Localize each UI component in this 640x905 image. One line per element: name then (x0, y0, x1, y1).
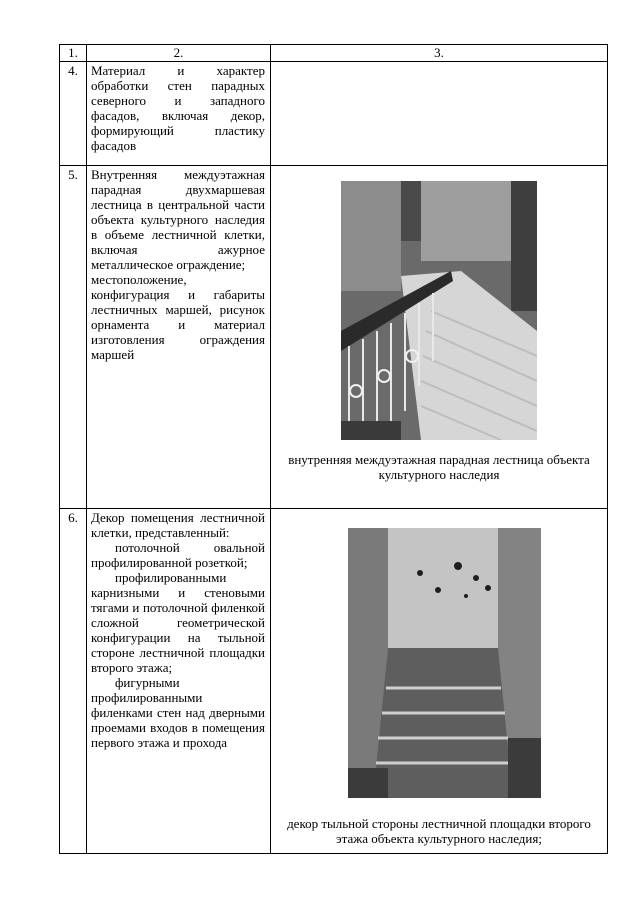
landing-decor-photo (348, 528, 541, 798)
row-description: Декор помещения лестничной клетки, представленный: потолочной овальной профилированной розеткой; профилированными карнизными и стеновыми тягами и потолочной филенкой сложной геометрической конфигурации на тыльной стороне лестничной площадки второго этажа; фигурными профилированными филенками стен над дверными проемами входов в помещения первого этажа и прохода (91, 510, 265, 750)
heritage-elements-table (59, 44, 608, 854)
row-number: 6. (68, 510, 78, 525)
landing-decor-photo-graphic (348, 528, 541, 798)
header-col-2: 2. (87, 45, 271, 62)
header-col-1: 1. (60, 45, 87, 62)
row-description: Внутренняя междуэтажная парадная двухмаршевая лестница в центральной части объекта культурного наследия в объеме лестничной клетки, включая ажурное металлическое ограждение; местоположение, конфигурация и габариты лестничных маршей, рисунок орнамента и материал изготовления ограждения маршей (91, 167, 265, 362)
table-header-row (60, 45, 608, 62)
row-description: Материал и характер обработки стен парадных северного и западного фасадов, включая декор, формирующий пластику фасадов (91, 63, 265, 153)
landing-decor-photo-caption: декор тыльной стороны лестничной площадки второго этажа объекта культурного наследия; (287, 816, 591, 846)
row-number: 5. (68, 167, 78, 182)
row-image-cell (271, 509, 608, 854)
row-image-cell (271, 166, 608, 509)
row-image-cell-empty (271, 62, 608, 166)
header-col-3: 3. (271, 45, 608, 62)
table-row-6 (60, 509, 608, 854)
table-row-5 (60, 166, 608, 509)
table-row-4 (60, 62, 608, 166)
staircase-photo-caption: внутренняя междуэтажная парадная лестница объекта культурного наследия (288, 452, 590, 482)
staircase-photo (341, 181, 537, 440)
staircase-photo-graphic (341, 181, 537, 440)
row-number: 4. (68, 63, 78, 78)
